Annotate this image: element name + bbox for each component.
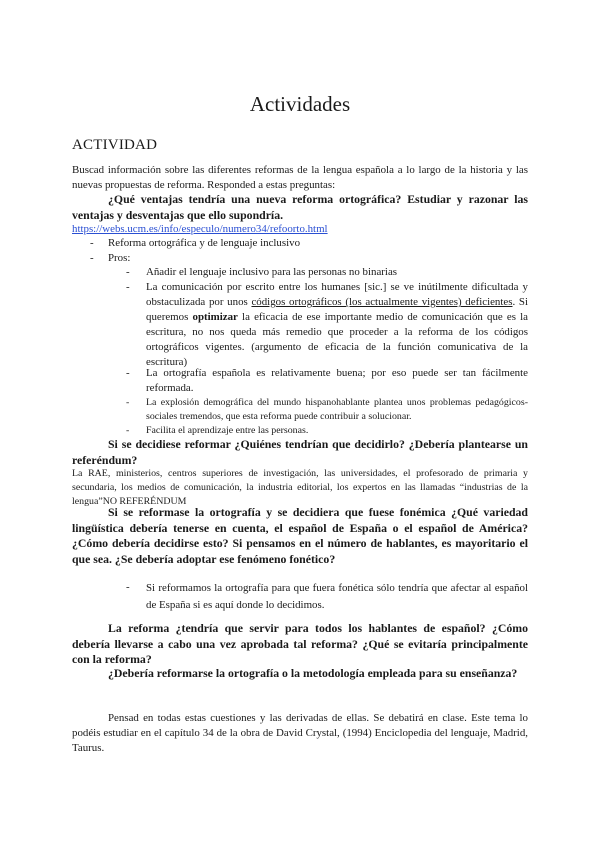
list-item: Reforma ortográfica y de lenguaje inclusivo	[108, 237, 301, 249]
closing-paragraph: Pensad en todas estas cuestiones y las derivadas de ellas. Se debatirá en clase. Este tema lo podéis estudiar en el capítulo 34 de la obra de David Crystal, (1994) Enciclopedia del lenguaje, Madrid, Taurus.	[72, 712, 528, 754]
list-item: La ortografía española es relativamente buena; por eso puede ser tan fácilmente reformada.	[146, 367, 528, 394]
question-2: Si se decidiese reformar ¿Quiénes tendrían que decidirlo? ¿Debería plantearse un referéndum?	[72, 437, 528, 467]
question-3: Si se reformase la ortografía y se decidiera que fuese fonémica ¿Qué variedad lingüística debería tenerse en cuenta, el español de España o el español de América? ¿Cómo debería decidirse esto? Si pensamos en el número de hablantes, es mayoritario el que sea. ¿Se debería adoptar ese fenómeno fonético?	[72, 505, 528, 566]
text-run: la eficacia de ese importante medio de comunicación que es la escritura, no nos queda más remedio que proceder a la reforma de los códigos ortográficos vigentes. (argumento de eficacia de la función comunicativa de la escritura)	[146, 311, 529, 368]
list-dash: -	[126, 581, 130, 593]
list-dash: -	[90, 237, 94, 249]
underlined-text: códigos ortográficos (los actualmente vigentes) deficientes	[251, 296, 513, 308]
answer-2: La RAE, ministerios, centros superiores de investigación, las universidades, el profesorado de primaria y secundaria, los medios de comunicación, la industria editorial, los expertos en las llamadas “industrias de la lengua”NO REFERÉNDUM	[72, 468, 528, 507]
list-item: Pros:	[108, 252, 131, 264]
list-item: La explosión demográfica del mundo hispanohablante plantea unos problemas pedagógicos-sociales tremendos, que esta reforma puede contribuir a solucionar.	[146, 397, 528, 422]
list-dash: -	[126, 425, 130, 436]
reference-link[interactable]: https://webs.ucm.es/info/especulo/numero34/refoorto.html	[72, 223, 328, 235]
list-dash: -	[126, 397, 130, 408]
question-5: ¿Debería reformarse la ortografía o la metodología empleada para su enseñanza?	[108, 666, 518, 680]
section-heading: ACTIVIDAD	[72, 137, 158, 153]
list-dash: -	[126, 367, 130, 379]
list-dash: -	[126, 266, 130, 278]
list-item: Facilita el aprendizaje entre las personas.	[146, 425, 309, 436]
question-4: La reforma ¿tendría que servir para todos los hablantes de español? ¿Cómo debería llevarse a cabo una vez aprobada tal reforma? ¿Qué se evitaría principalmente con la reforma?	[72, 621, 528, 666]
text-run: La comunicación por escrito entre los humanes [sic.] se ve inútilmente dificultada y obstaculizada por unos	[146, 281, 528, 308]
page-title: Actividades	[249, 92, 351, 116]
text-run: . Si queremos	[146, 296, 528, 323]
list-dash: -	[126, 281, 130, 293]
list-dash: -	[90, 252, 94, 264]
reference-link-line	[72, 222, 528, 237]
intro-paragraph: Buscad información sobre las diferentes reformas de la lengua española a lo largo de la historia y las nuevas propuestas de reforma. Responded a estas preguntas:	[72, 164, 528, 191]
list-item	[146, 280, 528, 370]
bold-text: optimizar	[192, 311, 238, 323]
question-1: ¿Qué ventajas tendría una nueva reforma ortográfica? Estudiar y razonar las ventajas y desventajas que ello supondría.	[72, 192, 528, 222]
list-item: Si reformamos la ortografía para que fuera fonética sólo tendría que afectar al español de España si es aquí donde lo decidimos.	[146, 582, 528, 611]
list-item: Añadir el lenguaje inclusivo para las personas no binarias	[146, 266, 398, 278]
